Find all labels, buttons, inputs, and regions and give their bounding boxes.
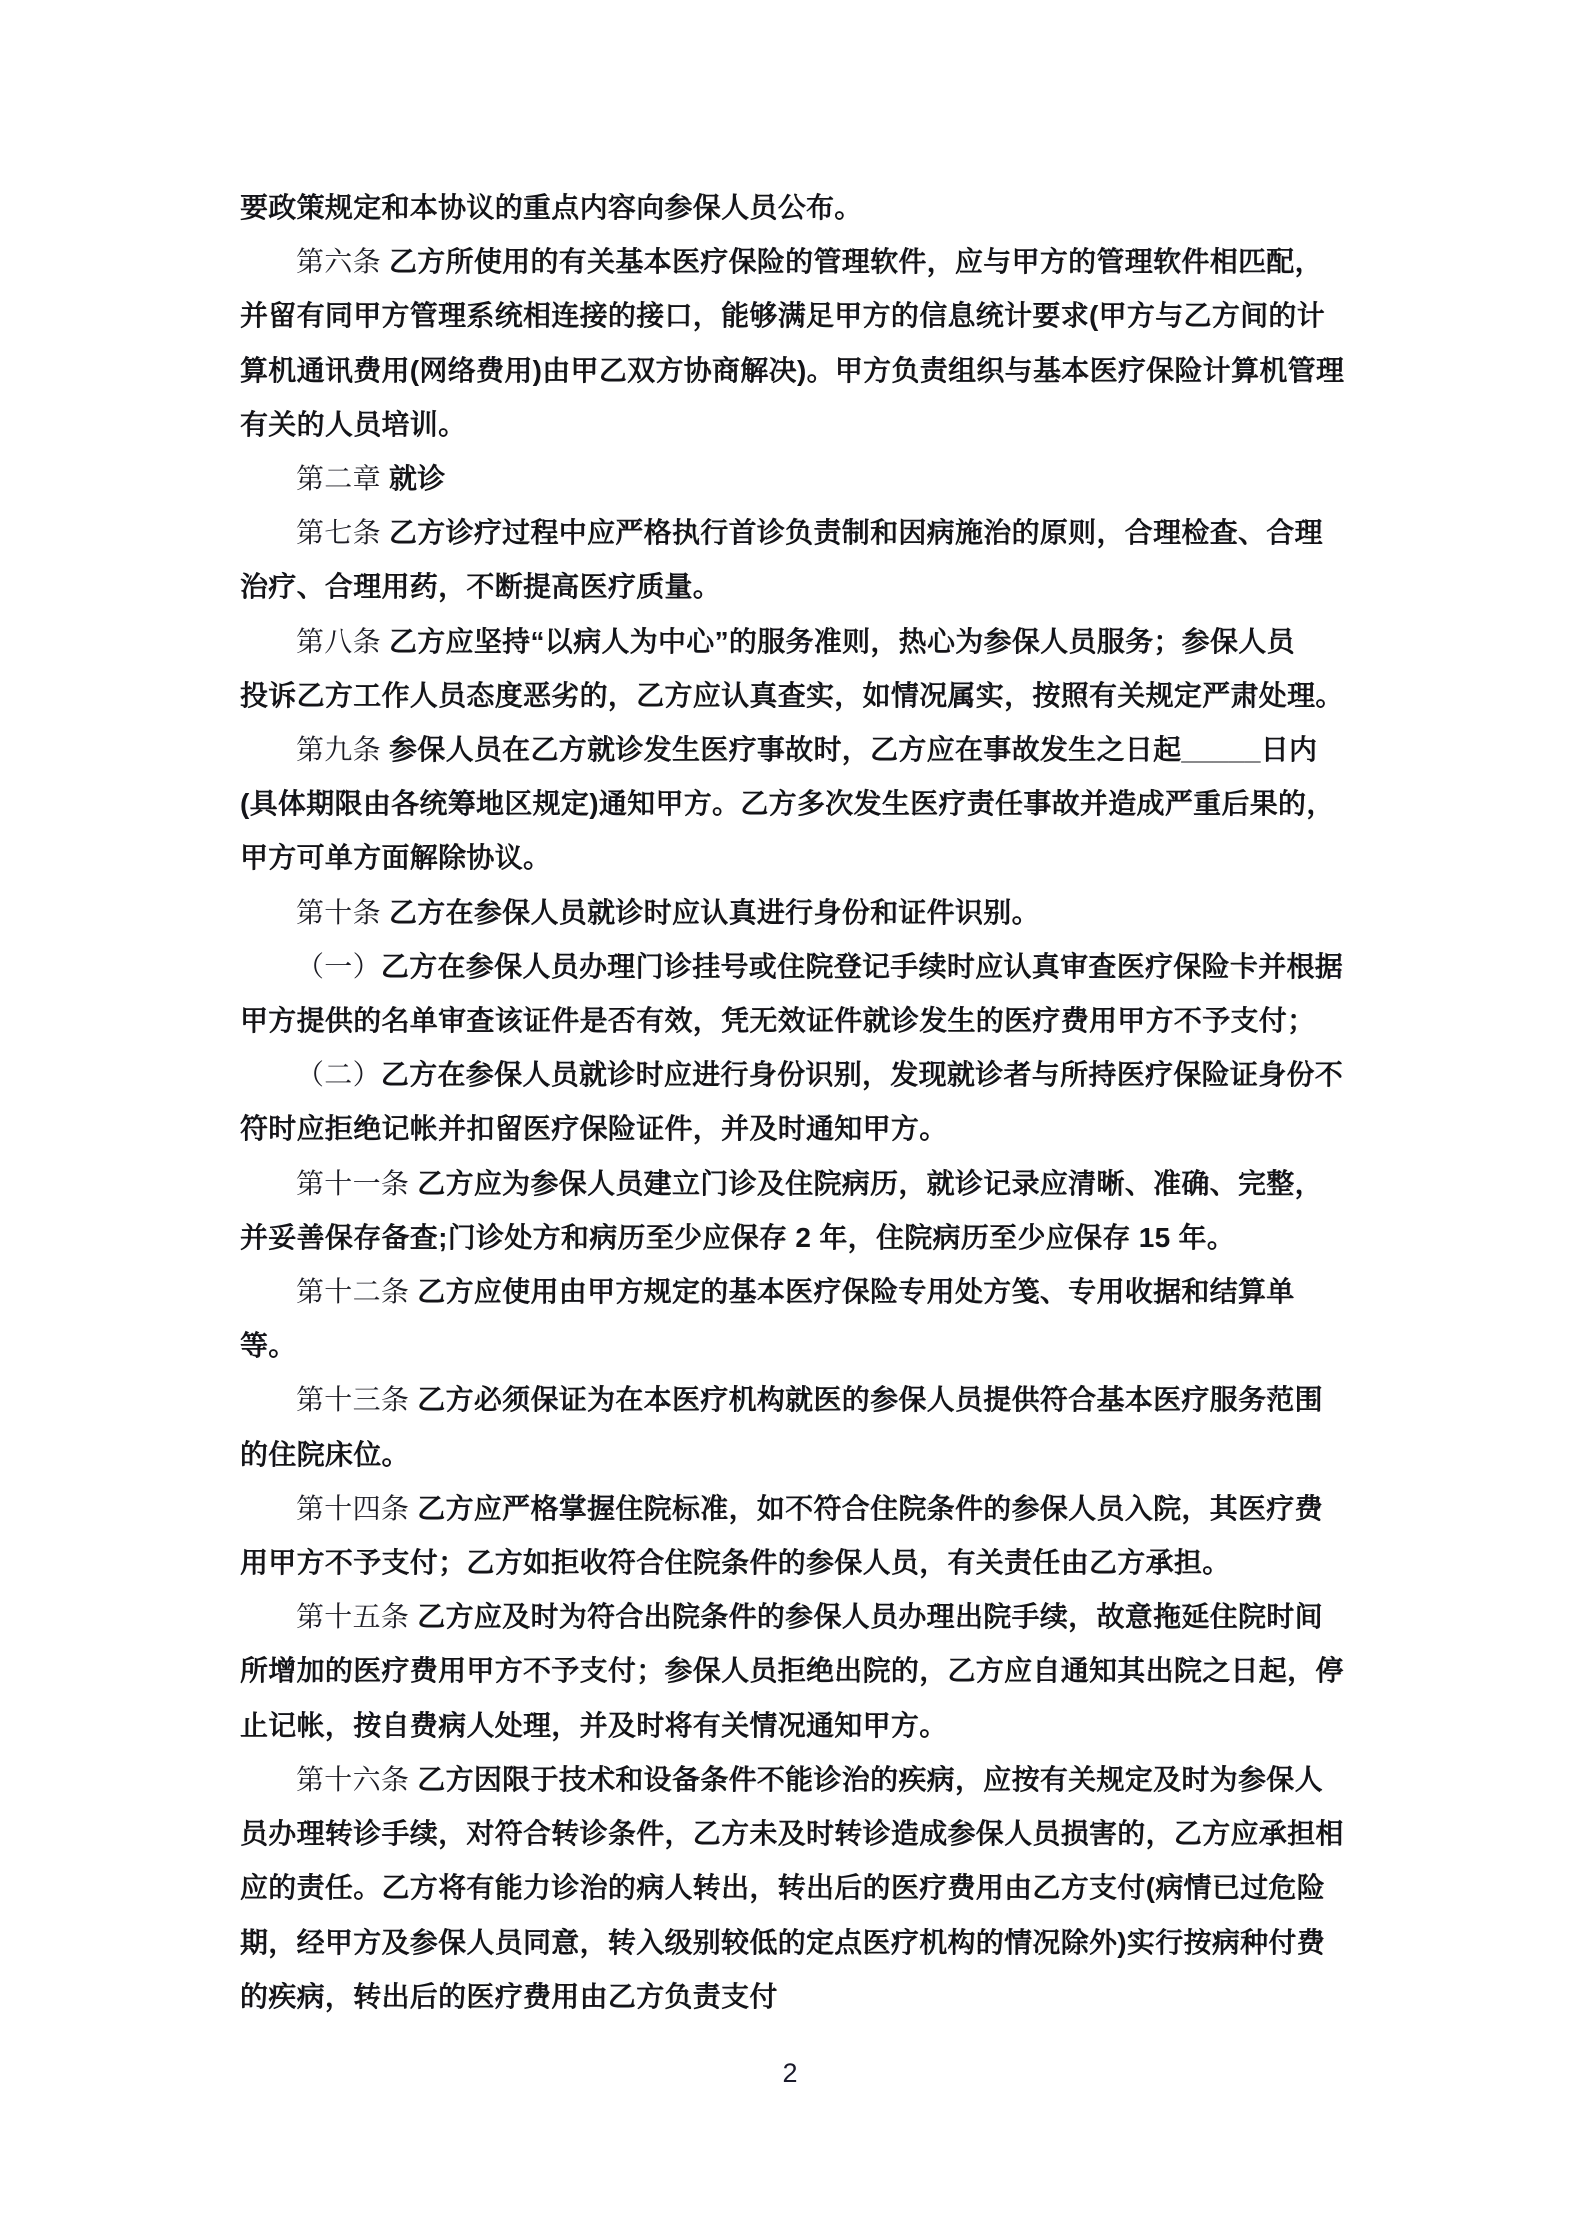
text-line bbox=[240, 1048, 1344, 1102]
line-text: 乙方在参保人员办理门诊挂号或住院登记手续时应认真审查医疗保险卡并根据 bbox=[380, 950, 1344, 982]
text-line bbox=[240, 1807, 1344, 1861]
line-text: 期，经甲方及参保人员同意，转入级别较低的定点医疗机构的情况除外)实行按病种付费 bbox=[240, 1926, 1326, 1958]
text-line bbox=[240, 235, 1344, 289]
line-text: 要政策规定和本协议的重点内容向参保人员公布。 bbox=[240, 192, 863, 223]
text-line bbox=[240, 1590, 1344, 1644]
text-line bbox=[240, 831, 1344, 885]
text-line bbox=[240, 994, 1344, 1048]
line-text: 乙方所使用的有关基本医疗保险的管理软件，应与甲方的管理软件相匹配， bbox=[388, 246, 1323, 278]
text-line bbox=[240, 452, 1344, 506]
article-number: 第十一条 bbox=[296, 1167, 418, 1199]
line-text: 等。 bbox=[240, 1330, 297, 1362]
line-text: (具体期限由各统筹地区规定)通知甲方。乙方多次发生医疗责任事故并造成严重后果的， bbox=[240, 788, 1335, 820]
text-line bbox=[240, 289, 1344, 343]
text-line bbox=[240, 1970, 1344, 2024]
line-text: 乙方在参保人员就诊时应认真进行身份和证件识别。 bbox=[388, 896, 1040, 928]
article-number: 第六条 bbox=[296, 246, 389, 278]
line-text: 乙方应为参保人员建立门诊及住院病历，就诊记录应清晰、准确、完整， bbox=[417, 1167, 1323, 1199]
text-line bbox=[240, 506, 1344, 560]
text-line bbox=[240, 1536, 1344, 1590]
text-line bbox=[240, 1428, 1344, 1482]
line-text: 并妥善保存备查;门诊处方和病历至少应保存 2 年，住院病历至少应保存 15 年。 bbox=[240, 1221, 1236, 1253]
line-text: 参保人员在乙方就诊发生医疗事故时，乙方应在事故发生之日起_____日内 bbox=[388, 734, 1318, 766]
line-text: 的疾病，转出后的医疗费用由乙方负责支付 bbox=[240, 1980, 778, 2012]
text-line bbox=[240, 1482, 1344, 1536]
text-line bbox=[240, 1157, 1344, 1211]
article-number: 第二章 bbox=[296, 463, 389, 495]
line-text: 的住院床位。 bbox=[240, 1438, 410, 1470]
text-line bbox=[240, 1753, 1344, 1807]
article-number: 第十六条 bbox=[296, 1763, 418, 1795]
line-text: 就诊 bbox=[388, 463, 446, 495]
text-line bbox=[240, 1373, 1344, 1427]
line-text: 乙方必须保证为在本医疗机构就医的参保人员提供符合基本医疗服务范围 bbox=[417, 1384, 1323, 1416]
article-number: （一） bbox=[296, 950, 381, 982]
article-number: 第十五条 bbox=[296, 1601, 418, 1633]
text-line bbox=[240, 940, 1344, 994]
text-line bbox=[240, 1102, 1344, 1156]
text-line bbox=[240, 1861, 1344, 1915]
text-line bbox=[240, 777, 1344, 831]
line-text: 乙方应及时为符合出院条件的参保人员办理出院手续，故意拖延住院时间 bbox=[417, 1601, 1323, 1633]
line-text: 甲方可单方面解除协议。 bbox=[240, 842, 552, 874]
line-text: 乙方诊疗过程中应严格执行首诊负责制和因病施治的原则，合理检查、合理 bbox=[388, 517, 1323, 549]
line-text: 有关的人员培训。 bbox=[240, 408, 467, 440]
article-number: 第九条 bbox=[296, 734, 389, 766]
line-text: 算机通讯费用(网络费用)由甲乙双方协商解决)。甲方负责组织与基本医疗保险计算机管理 bbox=[240, 354, 1345, 386]
text-line bbox=[240, 1699, 1344, 1753]
text-line bbox=[240, 723, 1344, 777]
line-text: 用甲方不予支付；乙方如拒收符合住院条件的参保人员，有关责任由乙方承担。 bbox=[240, 1547, 1231, 1579]
article-number: （二） bbox=[296, 1059, 381, 1091]
line-text: 乙方应坚持“以病人为中心”的服务准则，热心为参保人员服务；参保人员 bbox=[388, 625, 1295, 657]
text-line bbox=[240, 1644, 1344, 1698]
text-line bbox=[240, 1265, 1344, 1319]
article-number: 第十四条 bbox=[296, 1492, 418, 1524]
article-number: 第十条 bbox=[296, 896, 389, 928]
line-text: 并留有同甲方管理系统相连接的接口，能够满足甲方的信息统计要求(甲方与乙方间的计 bbox=[240, 300, 1326, 332]
line-text: 止记帐，按自费病人处理，并及时将有关情况通知甲方。 bbox=[240, 1709, 948, 1741]
line-text: 投诉乙方工作人员态度恶劣的，乙方应认真查实，如情况属实，按照有关规定严肃处理。 bbox=[240, 679, 1344, 711]
line-text: 治疗、合理用药，不断提高医疗质量。 bbox=[240, 571, 722, 603]
line-text: 员办理转诊手续，对符合转诊条件，乙方未及时转诊造成参保人员损害的，乙方应承担相 bbox=[240, 1818, 1344, 1850]
text-line bbox=[240, 886, 1344, 940]
text-line bbox=[240, 669, 1344, 723]
line-text: 符时应拒绝记帐并扣留医疗保险证件，并及时通知甲方。 bbox=[240, 1113, 948, 1145]
text-line bbox=[240, 1319, 1344, 1373]
document-body bbox=[240, 181, 1344, 2024]
text-line bbox=[240, 615, 1344, 669]
line-text: 甲方提供的名单审查该证件是否有效，凭无效证件就诊发生的医疗费用甲方不予支付； bbox=[240, 1005, 1316, 1037]
article-number: 第十二条 bbox=[296, 1276, 418, 1308]
text-line bbox=[240, 398, 1344, 452]
line-text: 应的责任。乙方将有能力诊治的病人转出，转出后的医疗费用由乙方支付(病情已过危险 bbox=[240, 1872, 1326, 1904]
line-text: 乙方应使用由甲方规定的基本医疗保险专用处方笺、专用收据和结算单 bbox=[417, 1276, 1295, 1308]
line-text: 所增加的医疗费用甲方不予支付；参保人员拒绝出院的，乙方应自通知其出院之日起，停 bbox=[240, 1655, 1344, 1687]
line-text: 乙方应严格掌握住院标准，如不符合住院条件的参保人员入院，其医疗费 bbox=[417, 1492, 1323, 1524]
article-number: 第七条 bbox=[296, 517, 389, 549]
text-line bbox=[240, 560, 1344, 614]
article-number: 第八条 bbox=[296, 625, 389, 657]
text-line bbox=[240, 1211, 1344, 1265]
text-line bbox=[240, 181, 1344, 235]
text-line bbox=[240, 344, 1344, 398]
line-text: 乙方在参保人员就诊时应进行身份识别，发现就诊者与所持医疗保险证身份不 bbox=[380, 1059, 1344, 1091]
page-number: 2 bbox=[782, 2058, 798, 2088]
article-number: 第十三条 bbox=[296, 1384, 418, 1416]
line-text: 乙方因限于技术和设备条件不能诊治的疾病，应按有关规定及时为参保人 bbox=[417, 1763, 1323, 1795]
text-line bbox=[240, 1916, 1344, 1970]
